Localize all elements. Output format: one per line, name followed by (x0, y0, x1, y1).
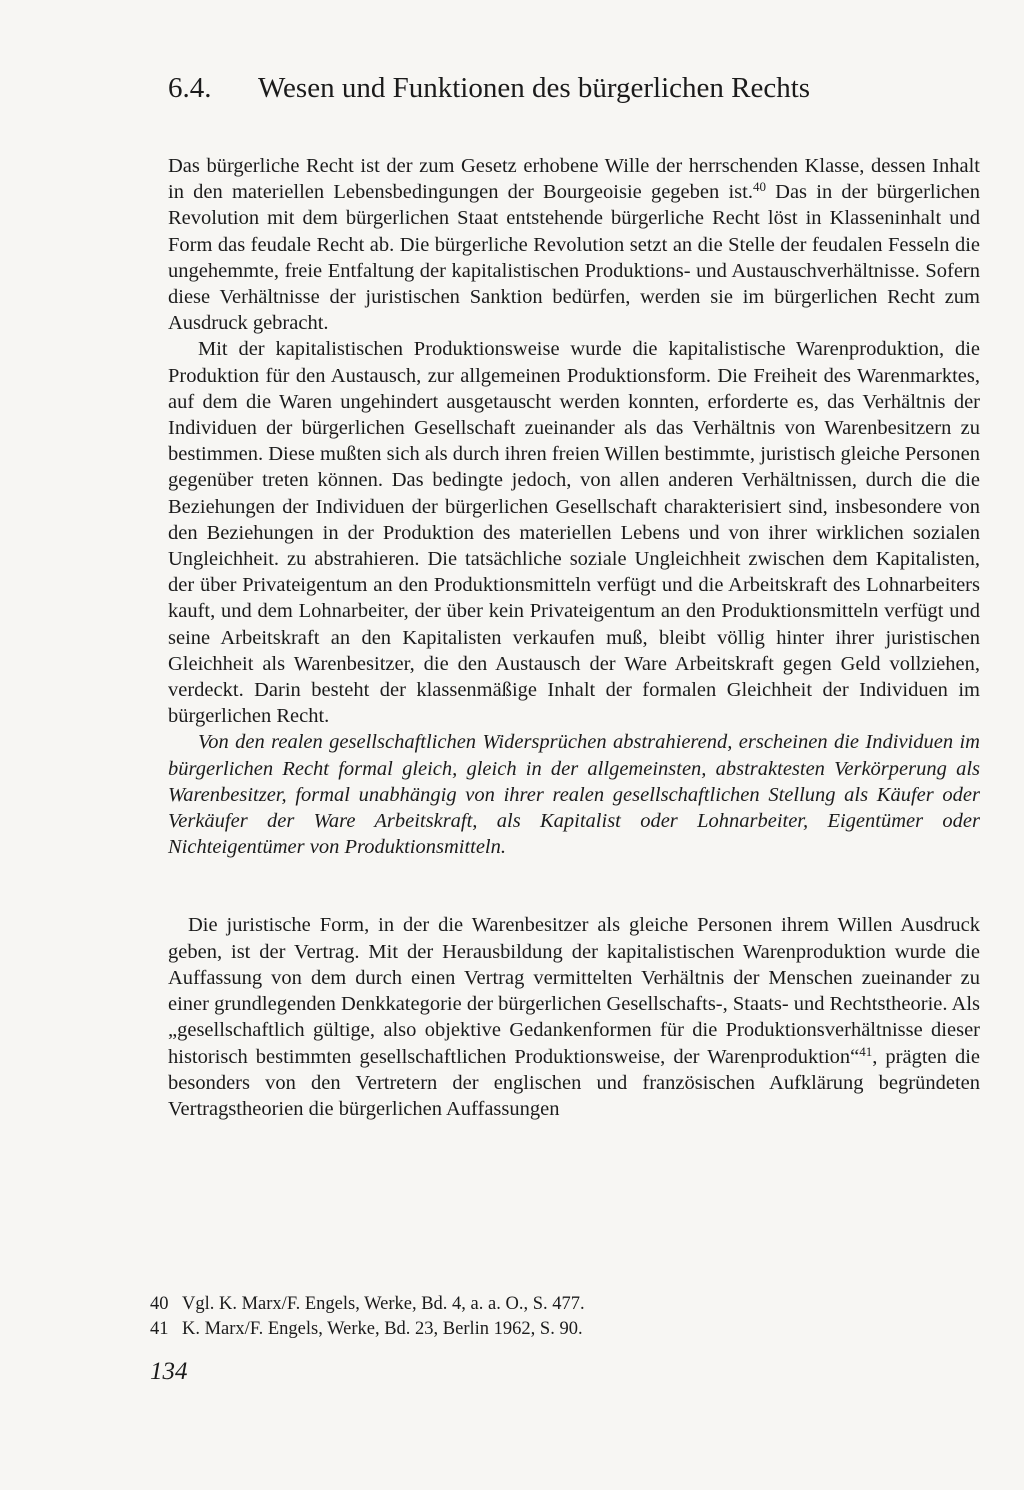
section-number: 6.4. (168, 72, 212, 104)
page-number: 134 (150, 1358, 188, 1385)
footnote-number: 41 (150, 1319, 169, 1339)
paragraph-4 (168, 912, 980, 1122)
paragraph-4-text-cont: , prägten die besonders von den Vertretern der englischen und französischen Aufklärung begründeten Vertragstheorien die bürgerlichen Auffassungen (168, 1045, 980, 1120)
paragraph-1-text-cont: Das in der bürgerlichen Revolution mit dem bürgerlichen Staat entstehende bürgerliche Recht löst in Klasseninhalt und Form das feudale Recht ab. Die bürgerliche Revolution setzt an die Stelle der feudalen Fesseln die ungehemmte, freie Entfaltung der kapitalistischen Produktions- und Austauschverhältnisse. Sofern diese Verhältnisse der juristischen Sanktion bedürfen, werden sie im bürgerlichen Recht zum Ausdruck gebracht. (168, 181, 980, 335)
footnote-text: Vgl. K. Marx/F. Engels, Werke, Bd. 4, a. a. O., S. 477. (182, 1294, 585, 1314)
paragraph-3: Von den realen gesellschaftlichen Widersprüchen abstrahierend, erscheinen die Individuen im bürgerlichen Recht formal gleich, gleich in der allgemeinsten, abstraktesten Verkörperung als Warenbesitzer, formal unabhängig von ihrer realen gesellschaftlichen Stellung als Käufer oder Verkäufer der Ware Arbeitskraft, als Kapitalist oder Lohnarbeiter, Eigentümer oder Nichteigentümer von Produktionsmitteln. (168, 731, 980, 859)
footnote-number: 40 (150, 1294, 169, 1314)
section-heading (168, 68, 988, 108)
footnote-40 (150, 1292, 990, 1317)
paragraph-1-text: Das bürgerliche Recht ist der zum Gesetz erhobene Wille der herrschenden Klasse, dessen Inhalt in den materiellen Lebensbedingungen der Bourgeoisie gegeben ist. (168, 155, 980, 204)
paragraph-2: Mit der kapitalistischen Produktionsweise wurde die kapitalistische Warenproduktion, die Produktion für den Austausch, zur allgemeinen Produktionsform. Die Freiheit des Warenmarktes, auf dem die Waren ungehindert ausgetauscht werden konnten, erforderte es, das Verhältnis der Individuen der bürgerlichen Gesellschaft zueinander als das Verhältnis von Warenbesitzern zu bestimmen. Diese mußten sich als durch ihren freien Willen bestimmte, juristisch gleiche Personen gegenüber treten können. Das bedingte jedoch, von allen anderen Verhältnissen, durch die die Beziehungen der Individuen der bürgerlichen Gesellschaft charakterisiert sind, insbesondere von den Beziehungen in der Produktion des materiellen Lebens und von ihrer wirklichen sozialen Ungleichheit. zu abstrahieren. Die tatsächliche soziale Ungleichheit zwischen dem Kapitalisten, der über Privateigentum an den Produktionsmitteln verfügt und die Arbeitskraft des Lohnarbeiters kauft, und dem Lohnarbeiter, der über kein Privateigentum an den Produktionsmitteln verfügt und seine Arbeitskraft an den Kapitalisten verkaufen muß, bleibt völlig hinter ihrer juristischen Gleichheit als Warenbesitzer, die den Austausch der Ware Arbeitskraft gegen Geld vollziehen, verdeckt. Darin besteht der klassenmäßige Inhalt der formalen Gleichheit der Individuen im bürgerlichen Recht. (168, 338, 980, 728)
footnotes (150, 1292, 990, 1342)
body-text (168, 153, 980, 1122)
footnote-41 (150, 1317, 990, 1342)
paragraph-1 (168, 153, 980, 336)
footnote-ref-40: 40 (752, 179, 766, 195)
paragraph-4-text: Die juristische Form, in der die Warenbesitzer als gleiche Personen ihrem Willen Ausdruck geben, ist der Vertrag. Mit der Herausbildung der kapitalistischen Warenproduktion wurde die Auffassung von dem durch einen Vertrag vermittelten Verhältnis der Menschen zueinander zu einer grundlegenden Denkkategorie der bürgerlichen Gesellschafts-, Staats- und Rechtstheorie. Als „gesellschaftlich gültige, also objektive Gedankenformen für die Produktionsverhältnisse dieser historisch bestimmten gesellschaftlichen Produktionsweise, der Warenproduktion“ (168, 914, 980, 1068)
section-title: Wesen und Funktionen des bürgerlichen Rechts (258, 72, 811, 104)
footnote-ref-41: 41 (859, 1043, 873, 1059)
footnote-text: K. Marx/F. Engels, Werke, Bd. 23, Berlin 1962, S. 90. (182, 1319, 583, 1339)
